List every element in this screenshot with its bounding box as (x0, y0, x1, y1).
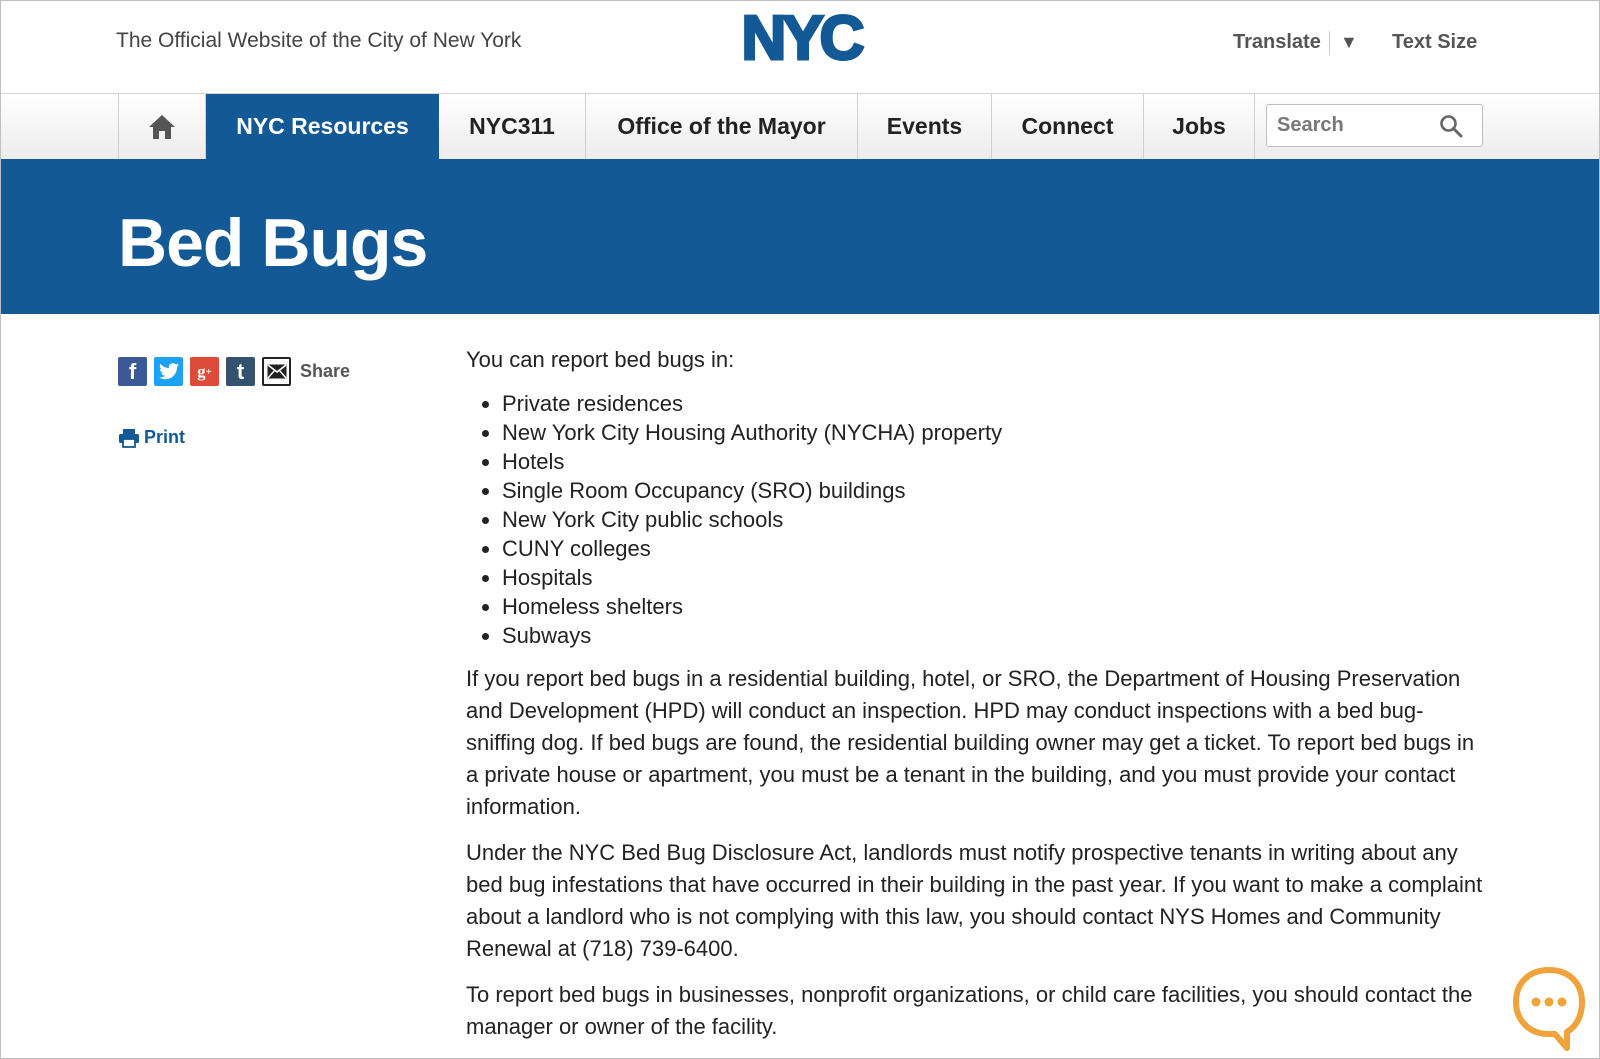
facebook-icon[interactable]: f (118, 357, 147, 386)
print-link[interactable] (118, 427, 185, 448)
translate-button[interactable]: Translate (1233, 31, 1321, 53)
page-title: Bed Bugs (118, 205, 428, 281)
svg-text:NYC: NYC (741, 9, 861, 65)
share-bar (118, 357, 350, 386)
nav-connect[interactable]: Connect (992, 94, 1144, 159)
list-item: • Homeless shelters (502, 592, 1486, 621)
nyc-logo[interactable] (723, 9, 879, 65)
translate-divider (1329, 31, 1330, 55)
text-size-button[interactable]: Text Size (1392, 31, 1478, 53)
print-label: Print (144, 427, 186, 447)
twitter-icon[interactable] (154, 357, 183, 386)
nav-office-of-the-mayor[interactable]: Office of the Mayor (586, 94, 858, 159)
list-item: • Subways (502, 621, 1486, 650)
businesses-paragraph: To report bed bugs in businesses, nonprofit organizations, or child care facilities, you should contact the manager or owner of the facility. (466, 982, 1473, 1039)
tumblr-icon[interactable]: t (226, 357, 255, 386)
disclosure-act-paragraph: Under the NYC Bed Bug Disclosure Act, landlords must notify prospective tenants in writing about any bed bug infestations that have occurred in their building in the past year. If you want to make a complaint about a landlord who is not complying with this law, you should contact NYS Homes and Community Renewal at (718) 739-6400. (466, 840, 1483, 961)
nav-nyc311[interactable]: NYC311 (439, 94, 586, 159)
search-input[interactable] (1267, 105, 1447, 146)
list-item: • New York City public schools (502, 505, 1486, 534)
report-locations-list (466, 389, 1486, 650)
list-item: • Single Room Occupancy (SRO) buildings (502, 476, 1486, 505)
main-content (466, 344, 1486, 1057)
search-box (1266, 104, 1483, 147)
official-website-text: The Official Website of the City of New York (116, 29, 522, 52)
list-item: • New York City Housing Authority (NYCHA) property (502, 418, 1486, 447)
nav-nyc-resources[interactable]: NYC Resources (206, 94, 439, 159)
nav-home[interactable] (118, 94, 206, 159)
home-icon (148, 114, 176, 140)
list-item: • Hotels (502, 447, 1486, 476)
top-bar (1, 1, 1599, 94)
list-item: • Hospitals (502, 563, 1486, 592)
chat-bubble-icon[interactable] (1511, 964, 1587, 1054)
translate-dropdown-icon[interactable]: ▼ (1340, 32, 1358, 52)
share-label[interactable]: Share (300, 361, 351, 381)
google-plus-icon[interactable]: g + (190, 357, 219, 386)
search-icon[interactable] (1439, 114, 1463, 138)
main-nav (1, 94, 1599, 159)
intro-text: You can report bed bugs in: (466, 347, 735, 372)
printer-icon (118, 428, 140, 448)
list-item: • Private residences (502, 389, 1486, 418)
nav-jobs[interactable]: Jobs (1144, 94, 1255, 159)
hpd-inspection-paragraph: If you report bed bugs in a residential building, hotel, or SRO, the Department of Housing Preservation and Development (HPD) will conduct an inspection. HPD may conduct inspections with a bed bug-sniffing dog. If bed bugs are found, the residential building owner may get a ticket. To report bed bugs in a private house or apartment, you must be a tenant in the building, and you must provide your contact information. (466, 666, 1475, 819)
list-item: • CUNY colleges (502, 534, 1486, 563)
email-icon[interactable] (262, 357, 291, 386)
nav-events[interactable]: Events (858, 94, 992, 159)
